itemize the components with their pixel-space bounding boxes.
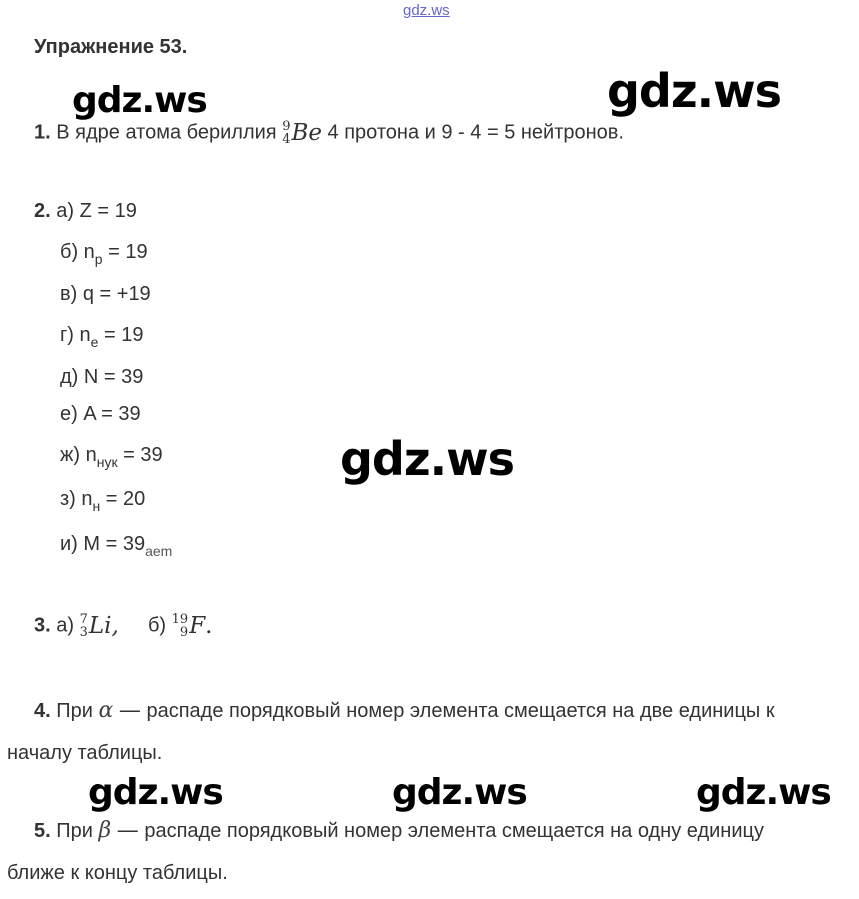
element-symbol: Li (88, 613, 112, 639)
charge-number: 9 (179, 625, 189, 640)
task-number: 5. (34, 820, 51, 842)
subscript: н (92, 498, 101, 514)
answer-text: ж) n (60, 444, 97, 466)
fluorine-nuclide (172, 613, 213, 639)
answer-text: з) n (60, 488, 93, 510)
task-3 (34, 613, 212, 639)
task-number: 3. (34, 614, 51, 637)
mass-number: 7 (79, 612, 88, 627)
element-symbol: Be (291, 120, 322, 146)
answer-text: = 19 (98, 324, 144, 346)
task-text: распаде порядковый номер элемента смещается на две единицы к (146, 700, 775, 722)
exercise-title: Упражнение 53. (34, 36, 188, 58)
subscript: p (94, 251, 103, 267)
task-2-e (60, 402, 141, 426)
element-symbol: F (189, 613, 206, 639)
alpha-symbol: α (98, 698, 114, 723)
task-2-z (60, 487, 146, 514)
watermark: gdz.ws (392, 772, 527, 813)
subscript: нук (96, 454, 118, 470)
answer-text: г) n (60, 324, 91, 346)
task-2-b (60, 240, 148, 267)
task-5 (34, 819, 764, 843)
answer-text: = 19 (102, 241, 148, 263)
task-1 (34, 120, 624, 146)
answer-label: б) (147, 614, 167, 637)
site-link[interactable]: gdz.ws (403, 2, 450, 19)
dash: — (116, 818, 139, 843)
answer-text: е) A = 39 (60, 403, 141, 425)
lithium-nuclide (80, 613, 119, 639)
task-2-i (60, 532, 172, 563)
beryllium-nuclide (282, 120, 322, 146)
task-5-continued (7, 861, 228, 885)
mass-number: 9 (282, 119, 291, 134)
task-2-a (34, 199, 137, 223)
answer-text: в) q = +19 (60, 283, 151, 305)
task-2-zh (60, 443, 163, 470)
task-4-continued (7, 741, 162, 765)
task-2-g (60, 323, 144, 350)
punctuation: , (111, 613, 119, 639)
answer-text: и) M = 39 (60, 533, 146, 555)
task-text: ближе к концу таблицы. (7, 862, 228, 884)
watermark: gdz.ws (607, 64, 781, 118)
answer-text: д) N = 39 (60, 366, 144, 388)
subscript: e (90, 334, 99, 350)
task-number: 2. (34, 200, 51, 222)
answer-text: = 39 (117, 444, 163, 466)
mass-number: 19 (171, 612, 189, 627)
task-text: распаде порядковый номер элемента смещается на одну единицу (144, 820, 764, 842)
dash: — (118, 698, 141, 723)
task-text: При (56, 700, 93, 722)
task-2-v (60, 282, 151, 306)
task-text: При (56, 820, 93, 842)
answer-text: а) Z = 19 (56, 200, 137, 222)
watermark: gdz.ws (696, 772, 831, 813)
answer-label: а) (56, 614, 75, 637)
charge-number: 3 (79, 625, 88, 640)
charge-number: 4 (282, 132, 291, 147)
task-number: 1. (34, 121, 51, 144)
watermark: gdz.ws (72, 80, 207, 121)
beta-symbol: β (98, 818, 112, 843)
watermark: gdz.ws (340, 432, 514, 486)
punctuation: . (205, 613, 213, 639)
task-number: 4. (34, 700, 51, 722)
answer-text: б) n (60, 241, 95, 263)
answer-text: = 20 (100, 488, 146, 510)
task-text: началу таблицы. (7, 742, 163, 764)
task-text: 4 протона и 9 - 4 = 5 нейтронов. (327, 121, 624, 144)
task-2-d (60, 365, 143, 389)
task-4 (34, 699, 775, 723)
task-text: В ядре атома бериллия (56, 121, 277, 144)
watermark: gdz.ws (88, 772, 223, 813)
subscript: aem (145, 543, 173, 559)
